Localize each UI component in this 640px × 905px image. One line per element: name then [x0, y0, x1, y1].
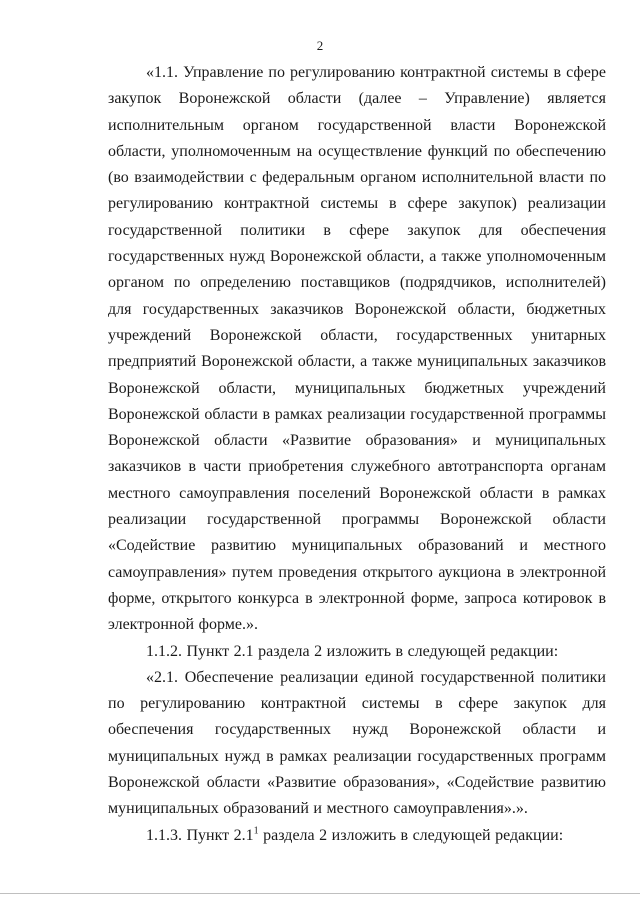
document-body: [108, 60, 606, 849]
paragraph-1-1-text: «1.1. Управление по регулированию контрактной системы в сфере закупок Воронежской области (далее – Управление) является исполнительным органом государственной власти Воронежской области, уполномоченным на осуществление функций по обеспечению (во взаимодействии с федеральным органом исполнительной власти по регулированию контрактной системы в сфере закупок) реализации государственной политики в сфере закупок для обеспечения государственных нужд Воронежской области, а также уполномоченным органом по определению поставщиков (подрядчиков, исполнителей) для государственных заказчиков Воронежской области, бюджетных учреждений Воронежской области, государственных унитарных предприятий Воронежской области, а также муниципальных заказчиков Воронежской области, муниципальных бюджетных учреждений Воронежской области в рамках реализации государственной программы Воронежской области «Развитие образования» и муниципальных заказчиков в части приобретения служебного автотранспорта органам местного самоуправления поселений Воронежской области в рамках реализации государственной программы Воронежской области «Содействие развитию муниципальных образований и местного самоуправления» путем проведения открытого аукциона в электронной форме, открытого конкурса в электронной форме, запроса котировок в электронной форме.».: [108, 64, 606, 634]
paragraph-1-1-2-text: 1.1.2. Пункт 2.1 раздела 2 изложить в следующей редакции:: [146, 642, 559, 660]
paragraph-1-1-3-after: раздела 2 изложить в следующей редакции:: [258, 826, 564, 844]
scan-edge-line: [0, 893, 640, 894]
paragraph-1-1-3-text: [108, 823, 606, 849]
paragraph-2-1-text: «2.1. Обеспечение реализации единой государственной политики по регулированию контрактной системы в сфере закупок для обеспечения государственных нужд Воронежской области и муниципальных нужд в рамках реализации государственных программ Воронежской области «Развитие образования», «Содействие развитию муниципальных образований и местного самоуправления».».: [108, 668, 606, 818]
superscript-one: 1: [253, 825, 259, 837]
page-number: 2: [316, 38, 324, 53]
paragraph-1-1-3-before: 1.1.3. Пункт 2.1: [146, 826, 254, 844]
